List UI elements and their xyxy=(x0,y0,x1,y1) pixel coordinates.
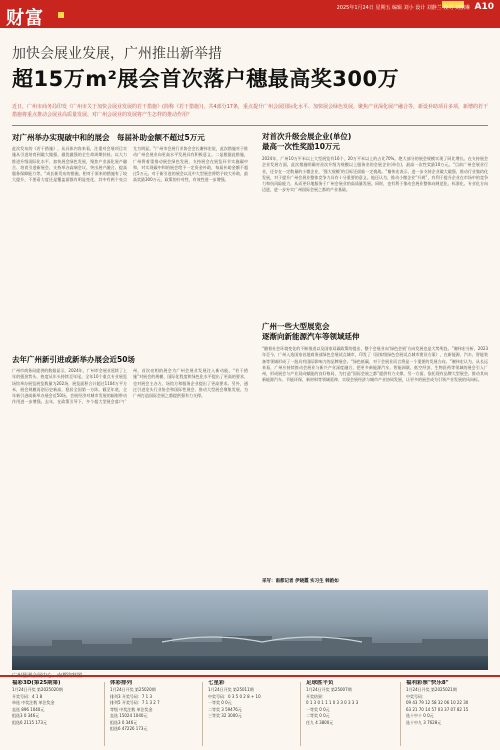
lottery-line: 选十中十 0 0元 xyxy=(406,713,434,718)
lottery-line: 组选3 0 346元 xyxy=(12,713,40,718)
lottery-line: 组选6 47226 173元 xyxy=(110,726,148,731)
lottery-line: 二等奖 0 0元 xyxy=(306,713,330,718)
lottery-line: 1月24日开奖 第25007期 xyxy=(306,687,352,692)
section-body-4: “随着社会环境变化的不断推进以及国家双碳政策的提出，整个会展业向‘绿色会展’方向发展也是大势所趋。”谢伟宏分析，2023年至今，广州入选国家首批商务部绿色会展试点城市，印发了《国家级绿色会展试点城市建设方案》，在新能源、汽车、智能装备等领域形成了一批具有国际影响力的品牌展会。“绿色低碳，对于会展业而言将是一个重要的发展方向。”谢伟宏认为，从长远来看，广州应持续推动会展业与新兴产业深度融合，把更多新能源汽车、智能网联、低空经济、生物医药等领域的展会引入广州，形成展会与产业双向赋能的良好格局，为打造“国际会展之都”提供有力支撑。另一方面，依托现有品牌大型展会，推动其向新能源汽车、节能环保、新材料等领域延伸，实现会展经济与城市产业协同发展，让更多的展会成为引领产业发展的风向标。 xyxy=(262,346,488,383)
lottery-box xyxy=(406,680,490,748)
column-rule xyxy=(202,682,203,746)
date-line: 2025年1月24日 星期五 编辑 刘小 设计 刘静兰 校对 刘朋琳 xyxy=(336,5,470,11)
lottery-line: 等级 中奖注数 单注奖金 xyxy=(110,706,153,712)
column-rule xyxy=(400,682,401,746)
lottery-title: 足球胜平负 xyxy=(306,680,334,686)
skyline-graphic xyxy=(12,630,488,656)
section-body-2: 广州市商务局提供的数据显示，2024年，广州市会展业延续了上年的强劲势头，热度从年头持续至年尾。全年10个重点专业展览场馆举办展览展览数量为202场，展览面积合计超过1104万平方米，展会规模再创历史新高，稳居全国第一方阵。截至年底，全年新引进或新举办展会近50场，会展经济对城市发展的辐射带动作用进一步增强。去年，在政策引导下，多个超大型展会落户广州，首次亮相的展会为广州会展业发展注入新动能。“若干措施”对展会的规模、国际化程度和绿色化水平提出了更高的要求，也对展会主办方、场馆方和服务企业提出了更高要求。另外，通过引进龙头行业协会和国际性展会，推动大型展会聚集发展，为广州打造国际会展之都提供强有力支撑。 xyxy=(12,368,248,405)
lottery-line: 开奖号码：4 1 8 xyxy=(12,693,43,699)
lottery-line: 二等奖 3 59476元 xyxy=(208,706,242,712)
lottery-line: 直选 896 1040元 xyxy=(12,706,45,712)
lottery-box xyxy=(12,680,96,748)
article-headline: 超15万m²展会首次落户穗最高奖300万 xyxy=(12,67,400,91)
lottery-line: 09 43 79 12 58 32 06 10 22 30 xyxy=(406,700,469,705)
lottery-line: 任九 4 3800元 xyxy=(306,719,334,725)
lottery-line: 组选3 0 346元 xyxy=(110,719,138,725)
column-rule xyxy=(104,682,105,746)
lottery-line: 1月24日开奖 第2025020期 xyxy=(12,687,63,692)
lottery-box xyxy=(306,680,394,748)
lottery-line: 中奖号码：0 3 5 0 2 8 + 10 xyxy=(208,693,261,699)
river xyxy=(12,656,488,670)
masthead-title: 财富 xyxy=(6,8,44,29)
lottery-line: 中奖号码： xyxy=(406,693,426,699)
lottery-line: 选十中九 3 7628元 xyxy=(406,719,442,725)
lottery-line: 单选 中奖注数 单注奖金 xyxy=(12,700,55,705)
article-byline: 采写：南都记者 伊晓霞 实习生 韩韵如 xyxy=(262,579,339,584)
section-title-4: 广州一些大型展览会 逐渐向新能源汽车等领域延伸 xyxy=(262,322,360,341)
section-title-2: 去年广州新引进或新举办展会近50场 xyxy=(12,355,135,364)
lottery-box xyxy=(110,680,194,748)
lottery-line: 开奖结果： xyxy=(306,693,326,699)
lottery-title: 福彩3D(第25期第) xyxy=(12,680,61,686)
page-number: A10 xyxy=(474,2,494,12)
divider xyxy=(12,125,488,126)
lottery-line: 一等奖 0 0元 xyxy=(208,700,232,705)
masthead-accent xyxy=(58,12,64,18)
lottery-divider xyxy=(0,675,500,677)
exhibition-center-photo xyxy=(12,590,488,670)
lottery-title: 福利彩票"快乐8" xyxy=(406,680,449,686)
lottery-line: 三等奖 32 3000元 xyxy=(208,713,242,718)
article-subhead: 加快会展业发展，广州推出新举措 xyxy=(12,46,222,62)
lottery-line: 排列5 开奖号码：7 1 3 2 7 xyxy=(110,700,160,705)
lottery-line: 一等奖 0 0元 xyxy=(306,706,330,712)
lottery-line: 0 1 3 0 1 1 1 0 3 3 0 3 3 3 xyxy=(306,700,359,705)
lottery-line: 1月24日开奖 第25020期 xyxy=(110,687,156,692)
column-rule xyxy=(300,682,301,746)
section-title-1: 对广州举办实现破中和的展会 每届补助金额不超过5万元 xyxy=(12,133,205,142)
section-title-3: 对首次升级会展企业(单位) 最高一次性奖励10万元 xyxy=(262,132,352,151)
lottery-line: 组选6 2115 173元 xyxy=(12,719,47,725)
article-lede: 近日，广州市商务局印发《广州市关于加快会展业发展的若干措施》(简称《若干措施》)，共4部分17条，重点提升广州会展国际化水平、加快展会绿色发展、聚焦产业深化展产融合等，新设补助项目多项，新增的若干措施将重点推动会展业高质量发展、对广州会展业的发展将产生怎样的推动作用？ xyxy=(12,104,488,118)
lottery-title: 体彩排列 xyxy=(110,680,133,686)
lottery-line: 排列3 开奖号码：7 1 3 xyxy=(110,693,152,699)
lottery-box xyxy=(208,680,292,748)
section-body-3: 2024年，广州10万平米以上大型展览有16个，20万平米以上的占比70%。绝大部分的展会规模实现了同比增长。在支持展会企业发展方面，此次措施明确对首次升级为规模以上服务业的会展企业(单位)，最高一次性奖励10万元。“目前广州会展业行业，还存在一定数量的小微企业，‘强大规模’的目标还面临一定挑战。”谢伟宏表示，进一步支持企业做大做强，推动行业集约化发展，对于提升广州会展业整体竞争力具有十分重要的意义。他还认为，推动小微企业“升规”，有利于提升企业在市场中的竞争力和抗风险能力，从而更好地服务于广州会展业的高质量发展。同时，也有利于推动会展业整体向规范化、标准化、专业化方向迈进，进一步夯实广州国际会展之都的产业基础。 xyxy=(262,156,488,193)
lottery-line: 1月24日开奖 第25011期 xyxy=(208,687,254,692)
lottery-line: 直选 15024 1040元 xyxy=(110,713,148,718)
section-body-1: 此次发布的《若干措施》，从具体内容来看，注重对会展项目实施从引进培育到做大做强、做优做强的全生命周期扶持。以大力推进升级国际化水平，加快展会绿色发展，聚焦产业深化展产融合、培育引进新展会、支持举办高端会议、突出展产融合、提高服务保障能力等。“成长新发布的措施，相对于原来的措施有了较大提升，不要看力度还是覆盖面都有明显变化，其中有两个亮点尤为明显。”广州市会展行业协会会长谢伟宏说，此次措施对于推动广州会展业向更高水平发展具有积极意义。二是根据此措施，广州将着重推动展会绿色发展，支持展会在展览环节实施碳中和，对实现碳中和的展会给予一定资金补助，每届补助金额不超过5万元。对于新引进的展会以及中大型展会将给予较大补助，最高奖励300万元，政策的针对性、有效性进一步增强。 xyxy=(12,146,248,183)
lottery-line: 1月24日开奖 第2025021期 xyxy=(406,687,457,692)
lottery-title: 七星彩 xyxy=(208,680,225,686)
lottery-line: 63 21 70 14 57 03 37 07 82 15 xyxy=(406,706,469,712)
